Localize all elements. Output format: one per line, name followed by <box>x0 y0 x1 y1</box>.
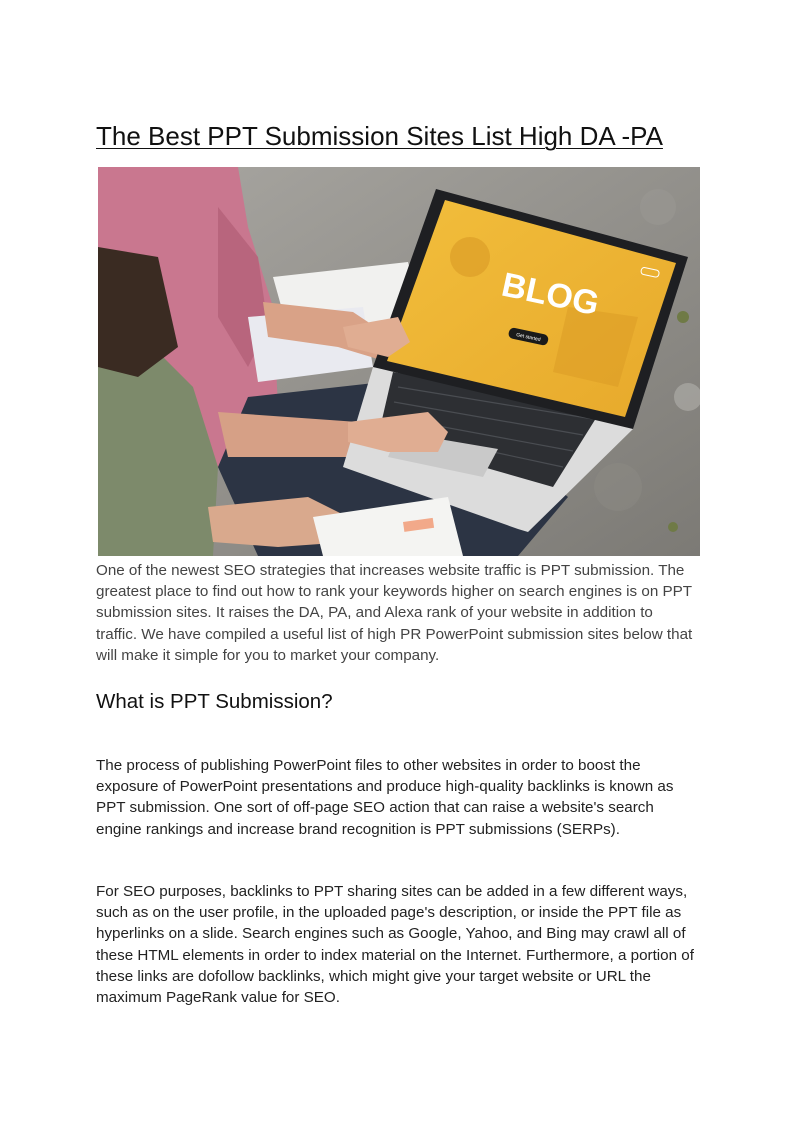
body-paragraph-2: For SEO purposes, backlinks to PPT sharing sites can be added in a few different ways, such as on the user profile, in the uploaded page's description, or inside the PPT file as hyperlinks on a slide. Search engines such as Google, Yahoo, and Bing may crawl all of these HTML elements in order to index material on the Internet. Furthermore, a portion of these links are dofollow backlinks, which might give your target website or URL the maximum PageRank value for SEO. <box>96 883 694 1007</box>
page-title: The Best PPT Submission Sites List High DA -PA <box>96 121 663 151</box>
intro-paragraph: One of the newest SEO strategies that increases website traffic is PPT submission. The greatest place to find out how to rank your keywords higher on search engines is on PPT submission sites. It raises the DA, PA, and Alexa rank of your website in addition to traffic. We have compiled a useful list of high PR PowerPoint submission sites below that will make it simple for you to market your company. <box>96 562 693 664</box>
section-heading: What is PPT Submission? <box>96 690 333 713</box>
laptop-blog-photo <box>98 167 700 556</box>
screen-button: Get started <box>515 332 542 344</box>
screen-headline: BLOG <box>498 265 603 324</box>
hero-image <box>98 167 700 556</box>
body-paragraph-1: The process of publishing PowerPoint files to other websites in order to boost the exposure of PowerPoint presentations and produce high-quality backlinks is known as PPT submission. One sort of off-page SEO action that can raise a website's search engine rankings and increase brand recognition is PPT submissions (SERPs). <box>96 757 674 838</box>
